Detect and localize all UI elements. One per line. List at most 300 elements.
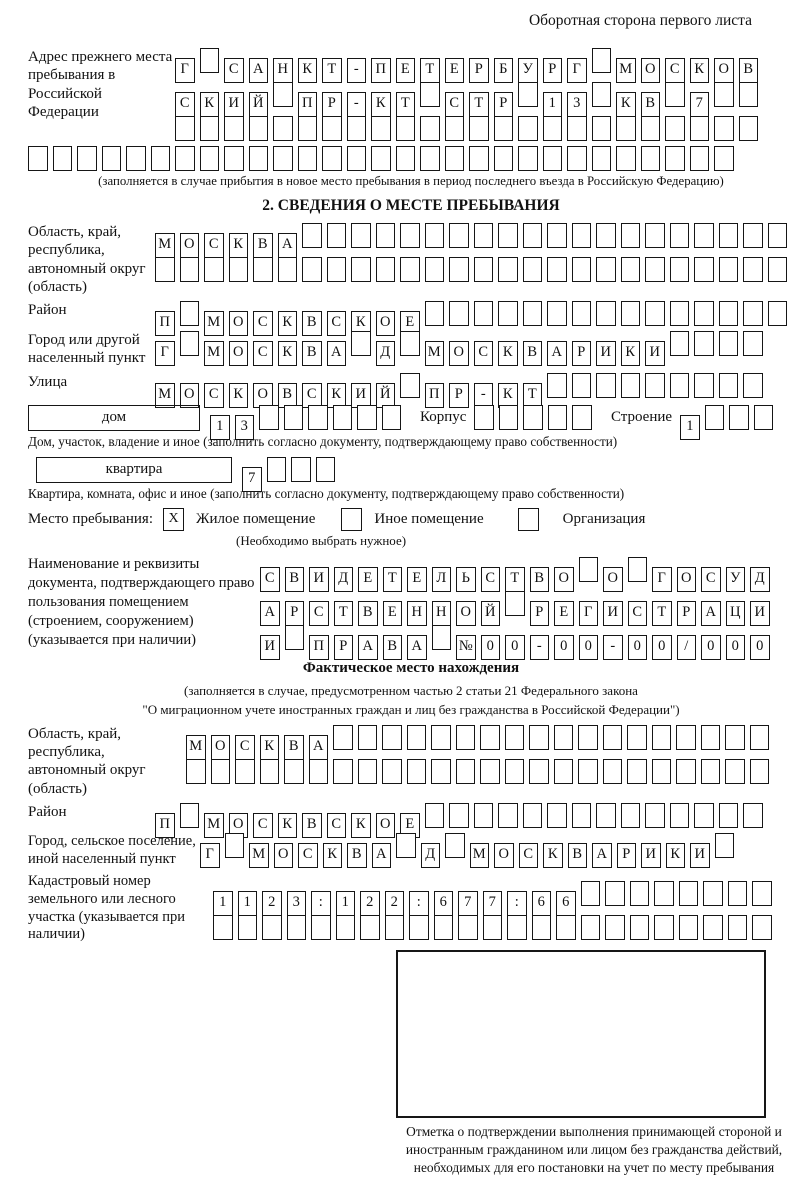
city-label: Город или другой населенный пункт bbox=[28, 332, 146, 367]
char-cell bbox=[420, 82, 440, 107]
char-cell: Д bbox=[376, 341, 396, 366]
char-cell: О bbox=[376, 813, 396, 838]
char-cell: П bbox=[371, 58, 391, 83]
char-cell bbox=[729, 405, 749, 430]
char-cell: П bbox=[155, 311, 175, 336]
confirmation-stamp-box bbox=[396, 950, 766, 1118]
char-cell bbox=[77, 146, 97, 171]
char-cell bbox=[719, 257, 739, 282]
char-cell bbox=[572, 803, 592, 828]
char-cell: О bbox=[274, 843, 294, 868]
char-cell: М bbox=[204, 341, 224, 366]
actual-location-note-2: "О миграционном учете иностранных граждан и лиц без гражданства в Российской Федерации") bbox=[142, 701, 680, 717]
char-cell bbox=[641, 146, 661, 171]
char-cell bbox=[605, 915, 625, 940]
char-cell: К bbox=[200, 92, 220, 117]
actual-district-row bbox=[155, 803, 794, 832]
char-cell bbox=[298, 146, 318, 171]
char-cell: А bbox=[358, 635, 378, 660]
char-cell bbox=[547, 301, 567, 326]
char-cell: Г bbox=[155, 341, 175, 366]
char-cell bbox=[474, 405, 494, 430]
char-cell bbox=[351, 257, 371, 282]
document-rows bbox=[260, 555, 794, 654]
char-cell bbox=[743, 803, 763, 828]
city-block bbox=[28, 331, 794, 368]
char-cell: И bbox=[690, 843, 710, 868]
char-cell: 0 bbox=[726, 635, 746, 660]
char-cell bbox=[449, 301, 469, 326]
char-cell: С bbox=[481, 567, 501, 592]
char-cell: 3 bbox=[287, 891, 307, 916]
char-cell bbox=[347, 116, 367, 141]
char-cell bbox=[750, 759, 770, 784]
char-cell bbox=[505, 759, 525, 784]
char-cell bbox=[420, 146, 440, 171]
char-cell: П bbox=[298, 92, 318, 117]
char-cell bbox=[175, 116, 195, 141]
char-cell: Р bbox=[334, 635, 354, 660]
char-cell bbox=[621, 803, 641, 828]
char-cell bbox=[498, 257, 518, 282]
char-cell: 0 bbox=[505, 635, 525, 660]
char-cell bbox=[480, 759, 500, 784]
char-cell bbox=[449, 803, 469, 828]
char-cell: М bbox=[470, 843, 490, 868]
char-cell bbox=[715, 833, 735, 858]
street-label: Улица bbox=[28, 373, 68, 390]
stay-type-option-other: Иное помещение bbox=[374, 510, 484, 527]
char-cell: О bbox=[211, 735, 231, 760]
char-cell bbox=[302, 223, 322, 248]
apartment-caption: Квартира, комната, офис и иное (заполнить согласно документу, подтверждающему право собственности) bbox=[28, 485, 625, 501]
char-cell: Е bbox=[400, 813, 420, 838]
char-cell: С bbox=[701, 567, 721, 592]
char-cell bbox=[581, 915, 601, 940]
char-cell bbox=[703, 881, 723, 906]
street-block bbox=[28, 373, 794, 402]
char-cell bbox=[494, 116, 514, 141]
char-cell: А bbox=[278, 233, 298, 258]
char-cell: Т bbox=[322, 58, 342, 83]
char-cell: И bbox=[645, 341, 665, 366]
char-cell: 0 bbox=[481, 635, 501, 660]
char-cell bbox=[694, 301, 714, 326]
char-cell bbox=[322, 116, 342, 141]
structure-cells bbox=[680, 405, 778, 435]
char-cell: Г bbox=[579, 601, 599, 626]
char-cell: И bbox=[596, 341, 616, 366]
char-cell bbox=[308, 405, 328, 430]
char-cell: Р bbox=[572, 341, 592, 366]
char-cell: П bbox=[155, 813, 175, 838]
char-cell bbox=[273, 146, 293, 171]
char-cell: В bbox=[302, 341, 322, 366]
char-cell: 6 bbox=[532, 891, 552, 916]
char-cell bbox=[285, 625, 305, 650]
stay-type-label: Место пребывания: bbox=[28, 510, 153, 527]
char-cell bbox=[654, 881, 674, 906]
char-cell bbox=[434, 915, 454, 940]
char-cell: А bbox=[260, 601, 280, 626]
char-cell bbox=[431, 759, 451, 784]
char-cell bbox=[743, 373, 763, 398]
char-cell bbox=[225, 833, 245, 858]
char-cell: К bbox=[616, 92, 636, 117]
char-cell bbox=[425, 223, 445, 248]
char-cell bbox=[743, 223, 763, 248]
char-cell: Р bbox=[543, 58, 563, 83]
char-cell bbox=[518, 82, 538, 107]
char-cell bbox=[284, 759, 304, 784]
char-cell: С bbox=[309, 601, 329, 626]
char-cell bbox=[238, 915, 258, 940]
char-cell bbox=[705, 405, 725, 430]
char-cell bbox=[518, 116, 538, 141]
char-cell: М bbox=[186, 735, 206, 760]
char-cell bbox=[694, 803, 714, 828]
char-cell bbox=[507, 915, 527, 940]
char-cell bbox=[743, 301, 763, 326]
char-cell: 3 bbox=[235, 415, 255, 440]
char-cell: К bbox=[229, 233, 249, 258]
char-cell: К bbox=[543, 843, 563, 868]
char-cell bbox=[728, 881, 748, 906]
char-cell: М bbox=[425, 341, 445, 366]
char-cell: О bbox=[554, 567, 574, 592]
char-cell: О bbox=[494, 843, 514, 868]
char-cell bbox=[768, 301, 788, 326]
char-cell: Ь bbox=[456, 567, 476, 592]
char-cell bbox=[523, 405, 543, 430]
prev-address-label: Адрес прежнего места пребывания в Российской Федерации bbox=[28, 49, 173, 120]
char-cell: 1 bbox=[336, 891, 356, 916]
char-cell: В bbox=[641, 92, 661, 117]
char-cell bbox=[499, 405, 519, 430]
char-cell: В bbox=[285, 567, 305, 592]
char-cell: Л bbox=[432, 567, 452, 592]
char-cell bbox=[628, 557, 648, 582]
char-cell bbox=[690, 116, 710, 141]
char-cell: С bbox=[224, 58, 244, 83]
char-cell bbox=[180, 301, 200, 326]
char-cell: - bbox=[474, 383, 494, 408]
char-cell bbox=[592, 146, 612, 171]
document-row-3 bbox=[260, 625, 794, 654]
char-cell: К bbox=[498, 383, 518, 408]
char-cell bbox=[703, 915, 723, 940]
page-title: Оборотная сторона первого листа bbox=[528, 12, 752, 29]
char-cell: : bbox=[507, 891, 527, 916]
char-cell: О bbox=[229, 813, 249, 838]
char-cell bbox=[567, 116, 587, 141]
char-cell bbox=[333, 725, 353, 750]
char-cell bbox=[259, 405, 279, 430]
char-cell bbox=[200, 116, 220, 141]
char-cell bbox=[327, 223, 347, 248]
document-row-1 bbox=[260, 557, 794, 586]
char-cell bbox=[126, 146, 146, 171]
region-label: Область, край, республика, автономный округ (область) bbox=[28, 224, 146, 295]
char-cell: С bbox=[474, 341, 494, 366]
char-cell bbox=[719, 301, 739, 326]
char-cell bbox=[616, 116, 636, 141]
char-cell bbox=[316, 457, 336, 482]
char-cell bbox=[518, 146, 538, 171]
stay-type-checkbox-other bbox=[341, 508, 362, 531]
char-cell bbox=[400, 331, 420, 356]
char-cell bbox=[630, 915, 650, 940]
char-cell: Е bbox=[383, 601, 403, 626]
char-cell bbox=[621, 301, 641, 326]
char-cell bbox=[556, 915, 576, 940]
char-cell bbox=[547, 373, 567, 398]
char-cell: С bbox=[327, 311, 347, 336]
char-cell: Р bbox=[449, 383, 469, 408]
char-cell bbox=[529, 725, 549, 750]
structure-label: Строение bbox=[610, 409, 673, 426]
char-cell bbox=[186, 759, 206, 784]
char-cell bbox=[578, 759, 598, 784]
char-cell: П bbox=[425, 383, 445, 408]
region-rows bbox=[155, 223, 794, 296]
char-cell bbox=[273, 116, 293, 141]
char-cell: С bbox=[253, 341, 273, 366]
char-cell bbox=[627, 759, 647, 784]
char-cell bbox=[235, 759, 255, 784]
char-cell: : bbox=[311, 891, 331, 916]
char-cell: Н bbox=[432, 601, 452, 626]
char-cell: К bbox=[278, 813, 298, 838]
char-cell bbox=[523, 223, 543, 248]
char-cell: К bbox=[690, 58, 710, 83]
char-cell bbox=[407, 725, 427, 750]
char-cell: А bbox=[327, 341, 347, 366]
char-cell bbox=[322, 146, 342, 171]
char-cell: М bbox=[616, 58, 636, 83]
char-cell bbox=[357, 405, 377, 430]
char-cell bbox=[260, 759, 280, 784]
char-cell: К bbox=[298, 58, 318, 83]
char-cell bbox=[719, 373, 739, 398]
char-cell: И bbox=[603, 601, 623, 626]
char-cell: 3 bbox=[567, 92, 587, 117]
char-cell: Б bbox=[494, 58, 514, 83]
stay-type-option-residential: Жилое помещение bbox=[196, 510, 316, 527]
char-cell: Г bbox=[652, 567, 672, 592]
char-cell: С bbox=[327, 813, 347, 838]
char-cell bbox=[572, 257, 592, 282]
char-cell bbox=[645, 373, 665, 398]
actual-city-block bbox=[28, 833, 794, 868]
char-cell bbox=[768, 223, 788, 248]
char-cell bbox=[425, 301, 445, 326]
char-cell: С bbox=[204, 233, 224, 258]
stay-type-option-organization: Организация bbox=[562, 510, 646, 527]
char-cell: Р bbox=[530, 601, 550, 626]
char-cell bbox=[327, 257, 347, 282]
char-cell: О bbox=[449, 341, 469, 366]
char-cell: К bbox=[498, 341, 518, 366]
char-cell bbox=[645, 257, 665, 282]
char-cell bbox=[627, 725, 647, 750]
char-cell bbox=[213, 915, 233, 940]
district-row bbox=[155, 301, 794, 331]
char-cell: Н bbox=[407, 601, 427, 626]
char-cell: Р bbox=[677, 601, 697, 626]
stay-type-checkbox-residential: X bbox=[163, 508, 184, 531]
char-cell bbox=[498, 301, 518, 326]
char-cell bbox=[725, 759, 745, 784]
char-cell bbox=[385, 915, 405, 940]
char-cell: В bbox=[278, 383, 298, 408]
char-cell: Т bbox=[383, 567, 403, 592]
char-cell bbox=[621, 257, 641, 282]
char-cell: В bbox=[302, 813, 322, 838]
char-cell bbox=[665, 82, 685, 107]
char-cell: А bbox=[249, 58, 269, 83]
actual-region-block bbox=[28, 725, 794, 798]
char-cell bbox=[547, 257, 567, 282]
char-cell bbox=[523, 803, 543, 828]
char-cell: В bbox=[383, 635, 403, 660]
char-cell: У bbox=[518, 58, 538, 83]
actual-region-row-2 bbox=[186, 759, 794, 784]
char-cell: Е bbox=[400, 311, 420, 336]
stay-type-row bbox=[28, 508, 794, 531]
char-cell bbox=[175, 146, 195, 171]
char-cell bbox=[382, 759, 402, 784]
city-row bbox=[155, 331, 794, 361]
char-cell bbox=[548, 405, 568, 430]
char-cell bbox=[253, 257, 273, 282]
house-caption: Дом, участок, владение и иное (заполнить согласно документу, подтверждающему право собственности) bbox=[28, 433, 618, 449]
actual-location-note-1: (заполняется в случае, предусмотренном частью 2 статьи 21 Федерального закона bbox=[184, 682, 638, 698]
document-block bbox=[28, 555, 794, 654]
char-cell bbox=[53, 146, 73, 171]
char-cell: С bbox=[235, 735, 255, 760]
prev-address-row-1 bbox=[175, 48, 794, 77]
char-cell bbox=[596, 373, 616, 398]
apartment-cells bbox=[242, 457, 340, 487]
char-cell bbox=[382, 405, 402, 430]
char-cell bbox=[592, 48, 612, 73]
char-cell bbox=[670, 331, 690, 356]
char-cell bbox=[400, 257, 420, 282]
char-cell bbox=[204, 257, 224, 282]
char-cell: М bbox=[249, 843, 269, 868]
char-cell: С bbox=[253, 311, 273, 336]
char-cell bbox=[180, 331, 200, 356]
char-cell bbox=[498, 803, 518, 828]
char-cell: С bbox=[665, 58, 685, 83]
char-cell bbox=[351, 331, 371, 356]
char-cell: 0 bbox=[750, 635, 770, 660]
section2-heading: 2. СВЕДЕНИЯ О МЕСТЕ ПРЕБЫВАНИЯ bbox=[262, 197, 560, 214]
actual-city-row bbox=[200, 833, 794, 862]
char-cell bbox=[665, 116, 685, 141]
char-cell: 1 bbox=[210, 415, 230, 440]
char-cell bbox=[291, 457, 311, 482]
char-cell bbox=[494, 146, 514, 171]
char-cell bbox=[102, 146, 122, 171]
cadastral-row-1 bbox=[213, 881, 794, 911]
prev-address-rows bbox=[175, 48, 794, 141]
char-cell bbox=[28, 146, 48, 171]
char-cell: О bbox=[677, 567, 697, 592]
char-cell bbox=[679, 915, 699, 940]
stay-type-checkbox-organization bbox=[518, 508, 539, 531]
char-cell bbox=[483, 915, 503, 940]
char-cell bbox=[641, 116, 661, 141]
char-cell bbox=[445, 833, 465, 858]
char-cell bbox=[333, 405, 353, 430]
char-cell: - bbox=[603, 635, 623, 660]
char-cell: И bbox=[224, 92, 244, 117]
char-cell bbox=[543, 116, 563, 141]
char-cell: Р bbox=[494, 92, 514, 117]
char-cell bbox=[701, 759, 721, 784]
char-cell: Т bbox=[420, 58, 440, 83]
char-cell: 0 bbox=[628, 635, 648, 660]
char-cell bbox=[200, 48, 220, 73]
house-number-cells bbox=[210, 405, 406, 435]
confirmation-stamp-caption: Отметка о подтверждении выполнения принимающей стороной и иностранным гражданином или лицом без гражданства действий, необходимых для его постановки на учет по месту пребывания bbox=[405, 1124, 783, 1176]
char-cell: Д bbox=[750, 567, 770, 592]
char-cell: И bbox=[351, 383, 371, 408]
char-cell bbox=[449, 257, 469, 282]
char-cell: О bbox=[180, 383, 200, 408]
char-cell: / bbox=[677, 635, 697, 660]
char-cell: К bbox=[666, 843, 686, 868]
char-cell bbox=[592, 82, 612, 107]
char-cell bbox=[676, 725, 696, 750]
region-row-2 bbox=[155, 257, 794, 282]
char-cell bbox=[211, 759, 231, 784]
char-cell bbox=[665, 146, 685, 171]
cadastral-row-2 bbox=[213, 915, 794, 940]
char-cell: 7 bbox=[458, 891, 478, 916]
char-cell bbox=[645, 223, 665, 248]
char-cell bbox=[449, 223, 469, 248]
char-cell bbox=[579, 557, 599, 582]
char-cell bbox=[750, 725, 770, 750]
char-cell bbox=[376, 257, 396, 282]
char-cell bbox=[351, 223, 371, 248]
char-cell bbox=[694, 223, 714, 248]
char-cell: И bbox=[309, 567, 329, 592]
char-cell bbox=[714, 116, 734, 141]
char-cell bbox=[719, 803, 739, 828]
char-cell bbox=[605, 881, 625, 906]
char-cell: Й bbox=[376, 383, 396, 408]
char-cell bbox=[456, 725, 476, 750]
char-cell: К bbox=[327, 383, 347, 408]
char-cell: К bbox=[260, 735, 280, 760]
char-cell: С bbox=[260, 567, 280, 592]
actual-region-row-1 bbox=[186, 725, 794, 754]
char-cell bbox=[523, 301, 543, 326]
char-cell bbox=[267, 457, 287, 482]
district-block bbox=[28, 301, 794, 331]
document-row-2 bbox=[260, 591, 794, 620]
char-cell: П bbox=[309, 635, 329, 660]
char-cell bbox=[694, 257, 714, 282]
char-cell bbox=[505, 725, 525, 750]
building-label: Корпус bbox=[420, 409, 467, 426]
char-cell bbox=[670, 257, 690, 282]
char-cell: А bbox=[592, 843, 612, 868]
